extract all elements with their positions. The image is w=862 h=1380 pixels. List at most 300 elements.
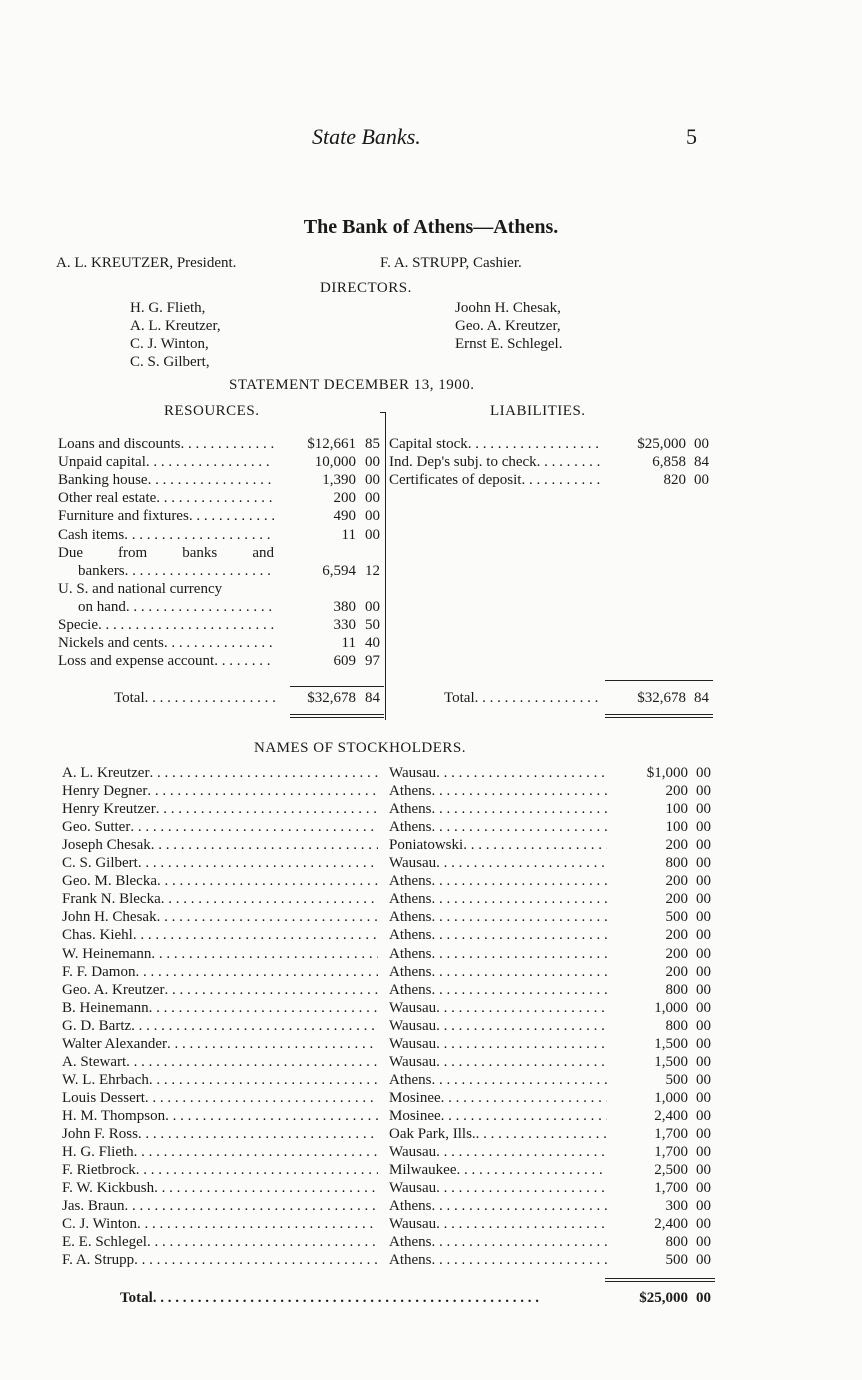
stockholder-place: [389, 1126, 607, 1143]
stockholder-place: [389, 1234, 607, 1251]
resource-total-text: Total: [114, 690, 145, 706]
liability-total-cents: 84: [694, 690, 709, 706]
stockholder-cents: 00: [696, 1234, 711, 1251]
stockholder-name-text: Jas. Braun: [62, 1198, 125, 1215]
leader-dots: [130, 819, 378, 836]
leader-dots: [432, 891, 608, 908]
stockholder-place: [389, 1018, 607, 1035]
liability-dollars: 6,858: [652, 454, 686, 471]
resources-total-rule-bottom2: [290, 717, 384, 718]
director-name: A. L. Kreutzer,: [130, 318, 221, 334]
resource-cents: 00: [365, 526, 380, 543]
stockholder-name: [62, 946, 378, 963]
stockholder-dollars: 200: [665, 927, 688, 944]
stockholder-name: [62, 1162, 378, 1179]
stockholder-dollars: 200: [665, 945, 688, 962]
stockholder-dollars: 2,400: [654, 1107, 688, 1124]
stockholder-cents: 00: [696, 765, 711, 781]
leader-dots: [214, 653, 274, 670]
stockholders-total-label: [120, 1290, 608, 1307]
resource-cents: 40: [365, 635, 380, 652]
liability-label-text: Ind. Dep's subj. to check: [389, 454, 537, 471]
stockholder-place: [389, 837, 607, 854]
stockholder-place: [389, 927, 607, 944]
stockholder-name: [62, 1126, 378, 1143]
stockholder-name-text: H. G. Flieth: [62, 1144, 134, 1161]
resource-label-text: Due from banks and: [58, 544, 274, 561]
resource-dollars: 490: [333, 508, 356, 525]
stockholder-name-text: Walter Alexander: [62, 1035, 167, 1052]
stockholder-name: [62, 765, 378, 782]
leader-dots: [156, 801, 378, 818]
stockholder-place-text: Athens: [389, 927, 432, 944]
stockholder-cents: 00: [696, 783, 711, 800]
leader-dots: [432, 1198, 608, 1215]
leader-dots: [149, 765, 378, 782]
stockholder-name: [62, 1252, 378, 1269]
leader-dots: [148, 472, 274, 489]
leader-dots: [138, 1126, 378, 1143]
stockholder-dollars: 1,700: [654, 1180, 688, 1197]
leader-dots: [189, 508, 274, 525]
stockholder-dollars: 500: [665, 1252, 688, 1269]
cashier: F. A. STRUPP, Cashier.: [380, 255, 522, 271]
stockholder-place-text: Athens: [389, 1252, 432, 1269]
stockholder-cents: 00: [696, 873, 711, 890]
liabilities-heading: LIABILITIES.: [490, 403, 586, 419]
stockholders-total-rule: [605, 1278, 715, 1279]
stockholder-name-text: A. L. Kreutzer: [62, 765, 150, 781]
stockholder-name: [62, 1072, 378, 1089]
liabilities-total-rule: [605, 680, 713, 681]
stockholder-name: [62, 891, 378, 908]
stockholder-name: [62, 837, 378, 854]
leader-dots: [149, 1072, 378, 1089]
leader-dots: [432, 927, 608, 944]
leader-dots: [165, 1108, 378, 1125]
stockholder-cents: 00: [696, 1107, 711, 1124]
stockholder-cents: 00: [696, 1053, 711, 1070]
resource-label: [58, 635, 274, 652]
stockholder-place-text: Athens: [389, 909, 432, 926]
stockholder-place-text: Wausau: [389, 1053, 437, 1070]
resource-total-cents: 84: [365, 690, 380, 706]
stockholder-dollars: 500: [665, 1071, 688, 1088]
resource-label: [58, 545, 274, 562]
stockholder-name-text: Chas. Kiehl: [62, 927, 133, 944]
stockholder-name-text: F. Rietbrock: [62, 1162, 136, 1179]
leader-dots: [136, 1162, 378, 1179]
leader-dots: [468, 436, 603, 453]
stockholder-place-text: Athens: [389, 783, 432, 800]
stockholder-name: [62, 927, 378, 944]
stockholder-name: [62, 1144, 378, 1161]
stockholder-dollars: 800: [665, 855, 688, 872]
stockholder-name-text: Geo. A. Kreutzer: [62, 981, 165, 998]
resource-dollars: 6,594: [322, 562, 356, 579]
stockholder-name: [62, 1216, 378, 1233]
resource-label: [58, 490, 274, 507]
director-name: C. S. Gilbert,: [130, 354, 210, 370]
stockholder-place: [389, 819, 607, 836]
stockholder-name: [62, 964, 378, 981]
stockholder-dollars: 1,700: [654, 1126, 688, 1142]
resource-label-text: Unpaid capital: [58, 454, 146, 471]
stockholder-name: [62, 1234, 378, 1251]
leader-dots: [125, 563, 274, 580]
leader-dots: [436, 1000, 607, 1017]
stockholders-total-rule2: [605, 1281, 715, 1282]
running-title: State Banks.: [312, 124, 421, 149]
leader-dots: [124, 527, 274, 544]
resource-label-text: Specie: [58, 617, 98, 633]
stockholder-place-text: Mosinee: [389, 1089, 441, 1106]
stockholder-place: [389, 855, 607, 872]
stockholder-place-text: Wausau: [389, 765, 437, 781]
resource-cents: 00: [365, 490, 380, 507]
resource-cents: 00: [365, 472, 380, 489]
leader-dots: [147, 1234, 378, 1251]
stockholder-dollars: 200: [665, 783, 688, 800]
leader-dots: [146, 454, 274, 471]
resource-label: [58, 508, 274, 525]
liability-label-text: Certificates of deposit: [389, 472, 522, 489]
stockholder-name-text: C. S. Gilbert: [62, 855, 138, 872]
leader-dots: [436, 1018, 607, 1035]
resource-label: [58, 581, 274, 598]
stockholder-name-text: C. J. Winton: [62, 1216, 137, 1233]
leader-dots: [432, 819, 608, 836]
stockholder-place-text: Athens: [389, 819, 432, 836]
stockholder-place: [389, 873, 607, 890]
leader-dots: [157, 909, 378, 926]
resource-label: [58, 527, 274, 544]
resource-dollars: 1,390: [322, 472, 356, 489]
stockholder-name-text: Henry Kreutzer: [62, 801, 156, 818]
stockholder-place: [389, 1180, 607, 1197]
resource-cents: 00: [365, 598, 380, 615]
stockholder-cents: 00: [696, 1017, 711, 1034]
leader-dots: [138, 855, 378, 872]
stockholder-dollars: 200: [665, 873, 688, 890]
stockholder-place-text: Oak Park, Ills.: [389, 1126, 476, 1142]
leader-dots: [151, 837, 378, 854]
stockholder-cents: 00: [696, 1035, 711, 1052]
leader-dots: [436, 1036, 607, 1053]
stockholders-total-text: Total: [120, 1290, 153, 1306]
stockholder-cents: 00: [696, 855, 711, 872]
stockholder-cents: 00: [696, 1144, 711, 1161]
stockholder-place-text: Wausau: [389, 855, 437, 872]
director-name: Ernst E. Schlegel.: [455, 336, 563, 352]
resource-label-text: U. S. and national currency: [58, 580, 223, 597]
stockholder-dollars: 200: [665, 963, 688, 980]
resource-label-text: bankers: [78, 562, 125, 579]
stockholder-name-text: A. Stewart: [62, 1053, 127, 1070]
liability-total-label: [444, 690, 602, 707]
stockholders-heading: NAMES OF STOCKHOLDERS.: [254, 740, 467, 756]
stockholder-dollars: 200: [665, 891, 688, 908]
leader-dots: [432, 1252, 608, 1269]
leader-dots: [125, 1198, 379, 1215]
leader-dots: [521, 472, 603, 489]
stockholder-place: [389, 1054, 607, 1071]
leader-dots: [126, 599, 274, 616]
leader-dots: [456, 1162, 607, 1179]
stockholder-place-text: Poniatowski: [389, 837, 464, 854]
resource-label-text: Other real estate: [58, 490, 157, 507]
stockholder-place-text: Athens: [389, 873, 432, 890]
stockholder-place-text: Athens: [389, 801, 432, 818]
leader-dots: [537, 454, 603, 471]
leader-dots: [432, 1234, 608, 1251]
liability-label: [389, 472, 603, 489]
stockholder-name-text: Geo. M. Blecka: [62, 873, 157, 890]
stockholder-name-text: Henry Degner: [62, 783, 148, 800]
directors-heading: DIRECTORS.: [320, 280, 412, 296]
stockholders-total-cents: 00: [696, 1290, 711, 1306]
resource-dollars: 330: [333, 617, 356, 633]
leader-dots: [156, 490, 274, 507]
stockholder-dollars: 500: [665, 909, 688, 926]
leader-dots: [137, 1216, 378, 1233]
resource-dollars: 200: [333, 490, 356, 507]
stockholder-place-text: Wausau: [389, 1144, 437, 1161]
stockholder-place: [389, 964, 607, 981]
leader-dots: [441, 1090, 607, 1107]
stockholder-place: [389, 1000, 607, 1017]
resource-cents: 00: [365, 454, 380, 471]
stockholder-place: [389, 1252, 607, 1269]
president: A. L. KREUTZER, President.: [56, 255, 237, 271]
resource-label-text: Furniture and fixtures: [58, 508, 189, 525]
bank-title: The Bank of Athens—Athens.: [303, 216, 559, 238]
liabilities-total-rule-bottom: [605, 714, 713, 715]
resource-cents: 97: [365, 653, 380, 670]
resource-dollars: 11: [341, 635, 356, 652]
stockholder-cents: 00: [696, 999, 711, 1016]
stockholder-name: [62, 873, 378, 890]
leader-dots: [157, 873, 378, 890]
stockholder-name-text: Geo. Sutter: [62, 819, 131, 836]
stockholder-dollars: 1,000: [654, 1089, 688, 1106]
director-name: Geo. A. Kreutzer,: [455, 318, 561, 334]
stockholder-dollars: 200: [665, 837, 688, 854]
leader-dots: [161, 891, 378, 908]
director-name: Joohn H. Chesak,: [455, 300, 561, 316]
stockholder-place: [389, 891, 607, 908]
leader-dots: [135, 964, 378, 981]
leader-dots: [432, 783, 608, 800]
leader-dots: [475, 690, 602, 707]
director-name: C. J. Winton,: [130, 336, 209, 352]
stockholder-name: [62, 1198, 378, 1215]
stockholder-place-text: Athens: [389, 891, 432, 908]
stockholder-name: [62, 1000, 378, 1017]
liability-cents: 84: [694, 454, 709, 471]
stockholder-name: [62, 819, 378, 836]
stockholder-name: [62, 801, 378, 818]
resources-total-rule-bottom: [290, 714, 384, 715]
stockholder-name-text: H. M. Thompson: [62, 1107, 166, 1124]
stockholder-dollars: $1,000: [646, 765, 688, 781]
stockholder-place-text: Wausau: [389, 1017, 437, 1034]
stockholder-name-text: G. D. Bartz: [62, 1017, 132, 1034]
leader-dots: [133, 927, 378, 944]
stockholder-place: [389, 1072, 607, 1089]
stockholder-place-text: Athens: [389, 945, 432, 962]
stockholder-dollars: 2,500: [654, 1162, 688, 1179]
leader-dots: [432, 964, 608, 981]
liability-dollars: 820: [663, 472, 686, 489]
stockholder-name-text: Frank N. Blecka: [62, 891, 161, 908]
resource-label: [58, 472, 274, 489]
leader-dots: [476, 1126, 607, 1143]
leader-dots: [134, 1144, 378, 1161]
stockholder-name-text: John H. Chesak: [62, 909, 157, 926]
stockholder-name-text: Joseph Chesak: [62, 837, 151, 854]
stockholder-name-text: F. F. Damon: [62, 963, 136, 980]
stockholder-dollars: 100: [665, 819, 688, 836]
liability-cents: 00: [694, 472, 709, 489]
leader-dots: [432, 909, 608, 926]
stockholder-name-text: John F. Ross: [62, 1126, 138, 1142]
stockholder-place: [389, 1036, 607, 1053]
stockholder-dollars: 100: [665, 801, 688, 818]
stockholder-place-text: Athens: [389, 1198, 432, 1215]
leader-dots: [180, 436, 274, 453]
leader-dots: [154, 1180, 378, 1197]
resource-label: [58, 653, 274, 670]
stockholder-cents: 00: [696, 1216, 711, 1233]
resources-heading: RESOURCES.: [164, 403, 260, 419]
stockholder-cents: 00: [696, 927, 711, 944]
stockholder-name: [62, 909, 378, 926]
stockholder-place: [389, 1108, 607, 1125]
leader-dots: [131, 1018, 378, 1035]
stockholder-cents: 00: [696, 837, 711, 854]
resource-label-text: Loans and discounts: [58, 436, 181, 452]
liability-dollars: $25,000: [637, 436, 686, 452]
statement-heading: STATEMENT DECEMBER 13, 1900.: [229, 377, 475, 393]
resource-dollars: 11: [341, 526, 356, 543]
leader-dots: [436, 1216, 607, 1233]
stockholder-cents: 00: [696, 1089, 711, 1106]
resource-label: [78, 563, 274, 580]
stockholder-place: [389, 1090, 607, 1107]
stockholder-dollars: 300: [665, 1198, 688, 1215]
stockholder-name: [62, 1018, 378, 1035]
stockholder-cents: 00: [696, 801, 711, 818]
resource-dollars: 380: [333, 598, 356, 615]
leader-dots: [134, 1252, 378, 1269]
stockholder-place-text: Athens: [389, 1234, 432, 1251]
statement-divider: [385, 412, 386, 720]
stockholder-name: [62, 1180, 378, 1197]
stockholder-name-text: E. E. Schlegel: [62, 1234, 147, 1251]
leader-dots: [436, 765, 607, 782]
leader-dots: [145, 1090, 378, 1107]
resource-label-text: on hand: [78, 598, 126, 615]
resource-dollars: 10,000: [314, 454, 356, 471]
stockholder-cents: 00: [696, 945, 711, 962]
stockholder-place-text: Milwaukee: [389, 1162, 457, 1179]
stockholder-name-text: W. L. Ehrbach: [62, 1071, 149, 1088]
leader-dots: [149, 1000, 378, 1017]
stockholder-cents: 00: [696, 891, 711, 908]
stockholder-name-text: F. A. Strupp: [62, 1252, 135, 1269]
leader-dots: [98, 617, 274, 634]
stockholder-name: [62, 1090, 378, 1107]
stockholder-cents: 00: [696, 909, 711, 926]
leader-dots: [436, 1180, 607, 1197]
resource-cents: 00: [365, 508, 380, 525]
leader-dots: [463, 837, 607, 854]
stockholder-dollars: 1,000: [654, 999, 688, 1016]
stockholder-dollars: 800: [665, 1017, 688, 1034]
leader-dots: [436, 855, 607, 872]
liability-label-text: Capital stock: [389, 436, 468, 452]
liability-label: [389, 436, 603, 453]
stockholder-name-text: W. Heinemann: [62, 945, 152, 962]
liability-label: [389, 454, 603, 471]
resource-label: [78, 599, 274, 616]
stockholder-place: [389, 783, 607, 800]
stockholder-cents: 00: [696, 819, 711, 836]
stockholder-cents: 00: [696, 981, 711, 998]
stockholder-place-text: Wausau: [389, 1035, 437, 1052]
resource-label: [58, 436, 274, 453]
stockholder-name: [62, 982, 378, 999]
resource-label-text: Banking house: [58, 472, 148, 489]
stockholder-place: [389, 1144, 607, 1161]
stockholder-place: [389, 1198, 607, 1215]
leader-dots: [436, 1054, 607, 1071]
leader-dots: [436, 1144, 607, 1161]
stockholder-dollars: 800: [665, 1234, 688, 1251]
stockholder-place-text: Wausau: [389, 999, 437, 1016]
stockholder-cents: 00: [696, 963, 711, 980]
stockholder-name: [62, 855, 378, 872]
resource-total-dollars: $32,678: [307, 690, 356, 706]
stockholder-place: [389, 1162, 607, 1179]
leader-dots: [147, 783, 378, 800]
leader-dots: [153, 1290, 608, 1307]
stockholder-cents: 00: [696, 1180, 711, 1197]
leader-dots: [164, 982, 378, 999]
leader-dots: [145, 690, 276, 707]
resource-cents: 50: [365, 617, 380, 633]
stockholder-dollars: 2,400: [654, 1216, 688, 1233]
stockholder-dollars: 1,500: [654, 1035, 688, 1052]
stockholder-cents: 00: [696, 1252, 711, 1269]
stockholder-place-text: Athens: [389, 963, 432, 980]
stockholder-cents: 00: [696, 1126, 711, 1142]
stockholder-cents: 00: [696, 1198, 711, 1215]
leader-dots: [151, 946, 378, 963]
divider-tick: [380, 412, 386, 413]
stockholder-place-text: Athens: [389, 981, 432, 998]
stockholder-name-text: B. Heinemann: [62, 999, 149, 1016]
leader-dots: [432, 982, 608, 999]
stockholder-place: [389, 1216, 607, 1233]
stockholder-place-text: Wausau: [389, 1180, 437, 1197]
resource-label-text: Loss and expense account: [58, 653, 215, 670]
resource-label-text: Nickels and cents: [58, 635, 164, 652]
leader-dots: [126, 1054, 378, 1071]
stockholder-name-text: Louis Dessert: [62, 1089, 145, 1106]
stockholder-place-text: Mosinee: [389, 1107, 441, 1124]
